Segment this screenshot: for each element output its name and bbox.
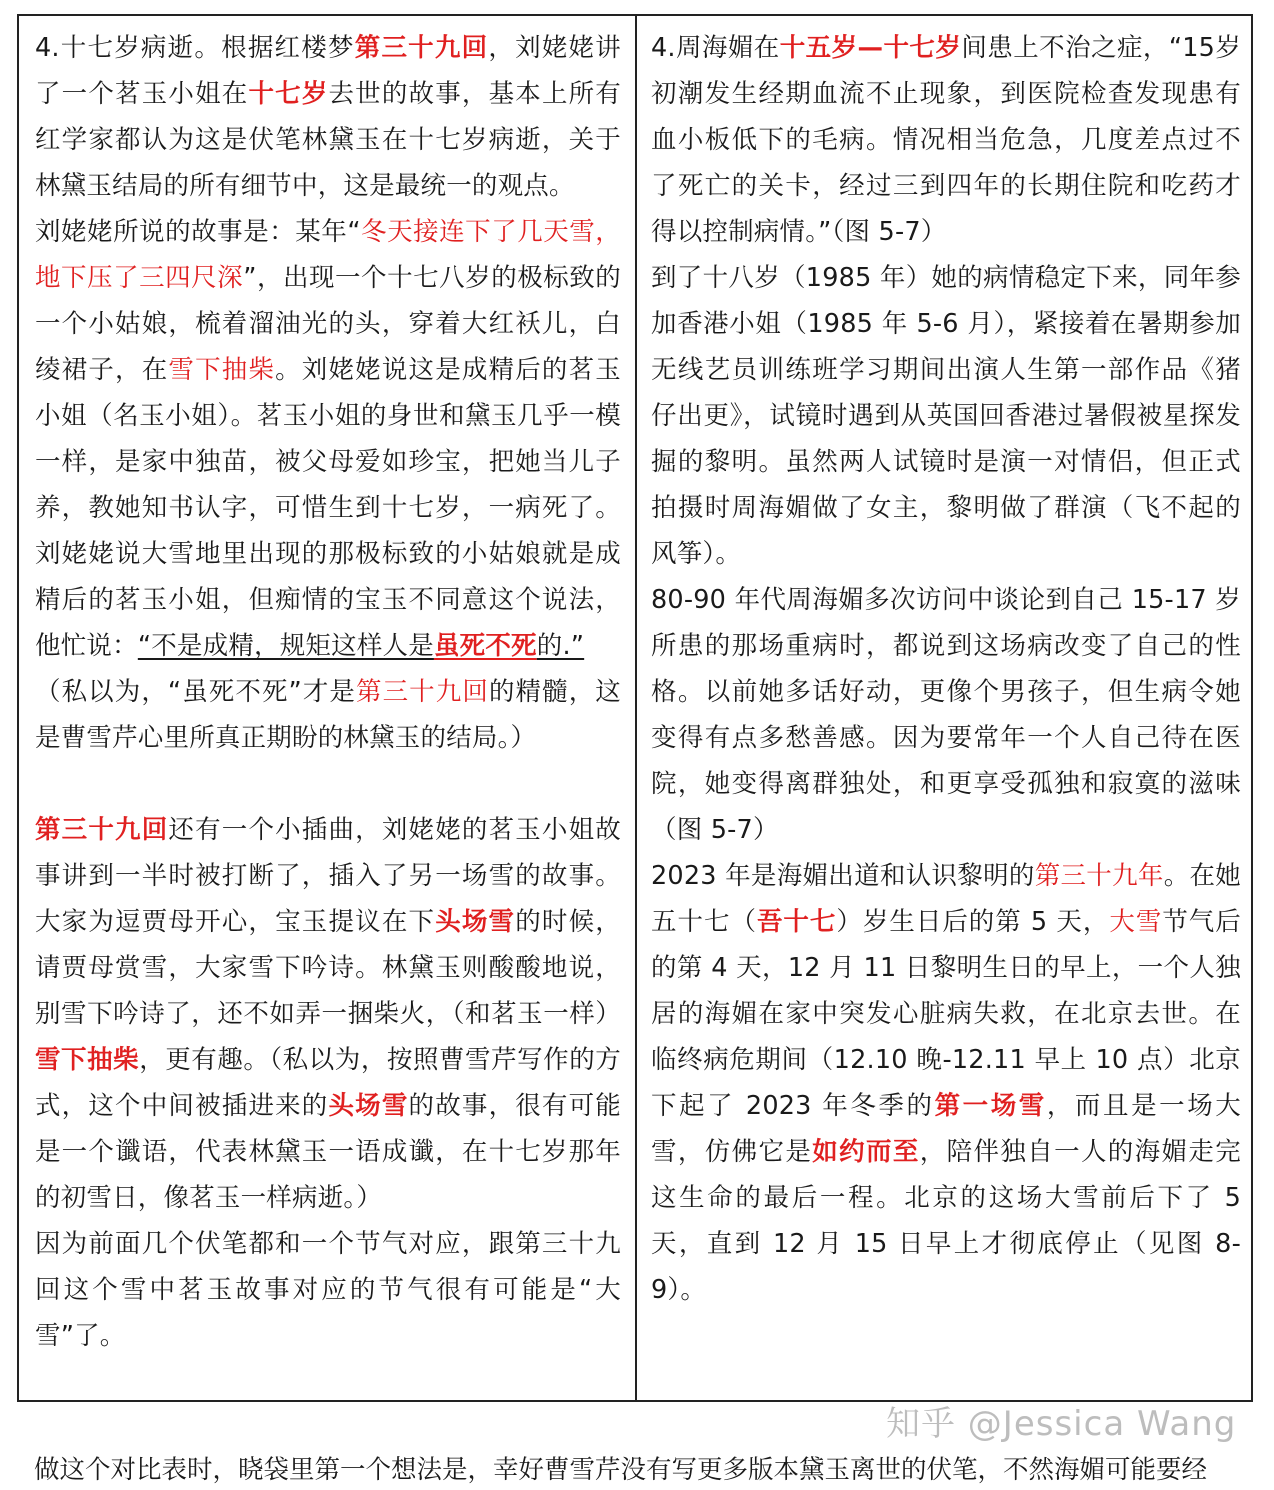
text-run: ）岁生日后的第 5 天， [836,907,1110,937]
right-paragraph-2: 到了十八岁（1985 年）她的病情稳定下来，同年参加香港小姐（1985 年 5-6 月），紧接着在暑期参加无线艺员训练班学习期间出演人生第一部作品《猪仔出更》，试镜时遇到从英国回香港过暑假被星探发掘的黎明。虽然两人试镜时是演一对情侣，但正式拍摄时周海媚做了女主，黎明做了群演（飞不起的风筝）。 [651,263,1241,569]
text-run: 节气后的第 4 天，12 月 11 日黎明生日的早上，一个人独居的海媚在家中突发心脏病失救，在北京去世。在临终病危期间（12.10 晚-12.11 早上 10 点）北京下起了 2023 年冬季的 [651,907,1241,1121]
left-paragraph-5: 因为前面几个伏笔都和一个节气对应，跟第三十九回这个雪中茗玉故事对应的节气很有可能是“大雪”了。 [35,1229,621,1351]
text-run: ”，出现一个十七八岁的极标致的一个小姑娘，梳着溜油光的头，穿着大红袄儿，白绫裙子，在 [35,263,621,385]
underlined-quote: 的.” [536,631,585,661]
left-paragraph-2 [35,209,621,669]
text-run: 刘姥姥所说的故事是：某年“ [35,217,361,247]
highlight-text: 冬天接连下了几天雪，地下压了三四尺深 [35,217,621,293]
text-run: 还有一个小插曲，刘姥姥的茗玉小姐故事讲到一半时被打断了，插入了另一场雪的故事。大家为逗贾母开心，宝玉提议在下 [35,815,621,937]
text-run: 4.周海媚在 [651,33,780,63]
text-run: 的时候，请贾母赏雪，大家雪下吟诗。林黛玉则酸酸地说，别雪下吟诗了，还不如弄一捆柴火，（和茗玉一样） [35,907,621,1029]
highlight-text: 头场雪 [328,1091,409,1121]
footer-text: 做这个对比表时，晓袋里第一个想法是，幸好曹雪芹没有写更多版本黛玉离世的伏笔，不然海媚可能要经 [34,1455,1208,1485]
spacer [35,761,621,807]
highlight-text: 头场雪 [435,907,516,937]
text-run: 4.十七岁病逝。根据红楼梦 [35,33,355,63]
highlight-text: 雪下抽柴 [168,355,276,385]
text-run: 的精髓，这是曹雪芹心里所真正期盼的林黛玉的结局。） [35,677,621,753]
right-column [637,16,1251,1400]
zhihu-watermark: 知乎 @Jessica Wang [886,1404,1237,1444]
right-paragraph-1 [651,25,1241,255]
highlight-text: 第三十九年 [1034,861,1164,891]
text-run: 去世的故事，基本上所有红学家都认为这是伏笔林黛玉在十七岁病逝，关于林黛玉结局的所有细节中，这是最统一的观点。 [35,79,621,201]
highlight-text: 大雪 [1109,907,1163,937]
highlight-text: 第一场雪 [934,1091,1047,1121]
highlight-text: 吾十七 [756,907,837,937]
right-paragraph-3: 80-90 年代周海媚多次访问中谈论到自己 15-17 岁所患的那场重病时，都说到这场病改变了自己的性格。以前她多话好动，更像个男孩子，但生病令她变得有点多愁善感。因为要常年一个人自己待在医院，她变得离群独处，和更享受孤独和寂寞的滋味（图 5-7） [651,585,1241,845]
text-run: （私以为，“虽死不死”才是 [35,677,357,707]
left-paragraph-1 [35,25,621,209]
text-run: 的故事，很有可能是一个谶语，代表林黛玉一语成谶，在十七岁那年的初雪日，像茗玉一样病逝。） [35,1091,621,1213]
highlight-text: 雪下抽柴 [35,1045,140,1075]
highlight-text: 虽死不死 [433,631,537,661]
text-run: ，刘姥姥讲了一个茗玉小姐在 [35,33,621,109]
left-column [19,16,637,1400]
highlight-text: 十七岁 [248,79,329,109]
right-paragraph-4 [651,853,1241,1313]
highlight-text: 如约而至 [812,1137,920,1167]
text-run: ，而且是一场大雪，仿佛它是 [651,1091,1241,1167]
text-run: ，更有趣。（私以为，按照曹雪芹写作的方式，这个中间被插进来的 [35,1045,621,1121]
text-run: 2023 年是海媚出道和认识黎明的 [651,861,1035,891]
highlight-text: 第三十九回 [354,33,489,63]
text-run: 间患上不治之症，“15岁初潮发生经期血流不止现象，到医院检查发现患有血小板低下的毛病。情况相当危急，几度差点过不了死亡的关卡，经过三到四年的长期住院和吃药才得以控制病情。”（图 5-7） [651,33,1242,247]
comparison-table [17,14,1253,1402]
highlight-text: 第三十九回 [356,677,489,707]
left-paragraph-3 [35,669,621,761]
left-paragraph-4 [35,807,621,1221]
highlight-text: 第三十九回 [35,815,169,845]
highlight-text: 十五岁—十七岁 [779,33,962,63]
text-run: 。在她五十七（ [651,861,1241,937]
underlined-quote: “不是成精，规矩这样人是 [137,631,434,661]
text-run: 。刘姥姥说这是成精后的茗玉小姐（名玉小姐）。茗玉小姐的身世和黛玉几乎一模一样，是家中独苗，被父母爱如珍宝，把她当儿子养，教她知书认字，可惜生到十七岁，一病死了。刘姥姥说大雪地里出现的那极标致的小姑娘就是成精后的茗玉小姐，但痴情的宝玉不同意这个说法，他忙说： [35,355,621,661]
text-run: ，陪伴独自一人的海媚走完这生命的最后一程。北京的这场大雪前后下了 5 天，直到 12 月 15 日早上才彻底停止（见图 8-9）。 [651,1137,1241,1305]
